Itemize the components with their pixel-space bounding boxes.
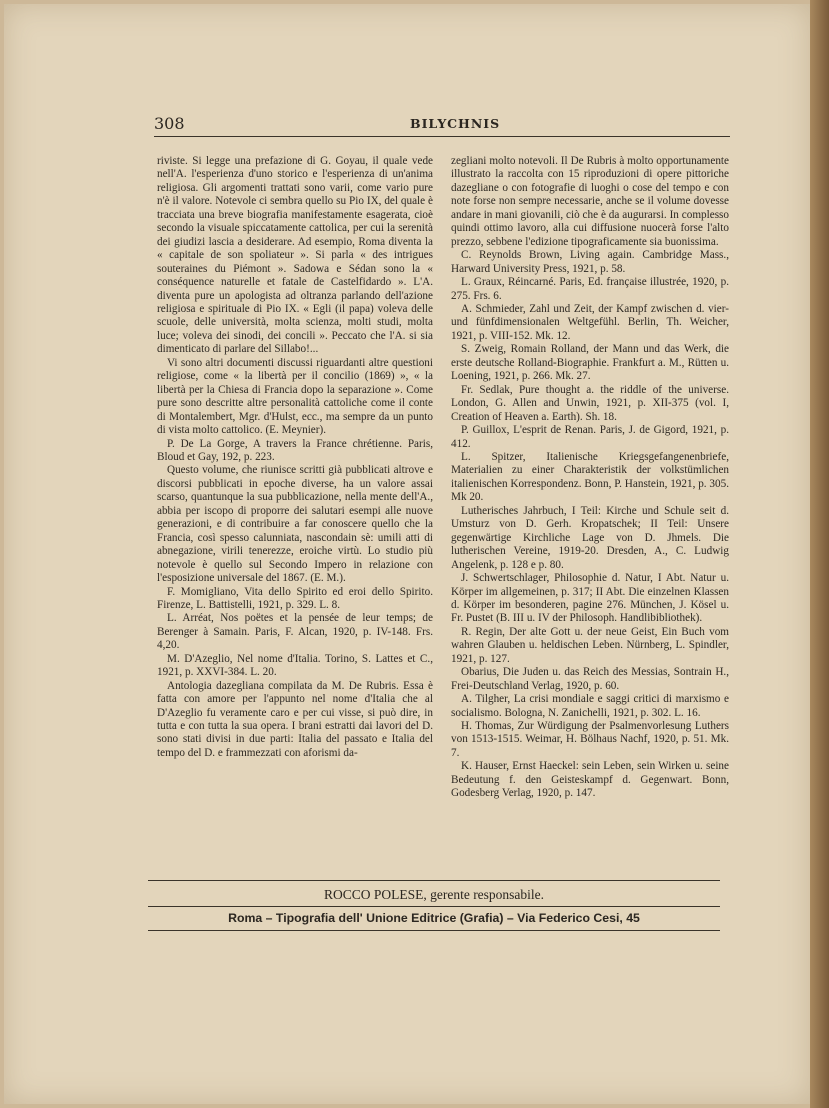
footer-rule-middle	[148, 906, 720, 907]
paragraph: Antologia dazegliana compilata da M. De Rubris. Essa è fatta con amore per l'appunto nel nome d'Italia che al D'Azeglio fu veramente caro e per cui visse, si può dire, in tutta e con tutta la sua opera. I brani estratti dai lavori del D. sono stati divisi in due parti: Italia del passato e Italia del tempo del D. e frammezzati con aforismi da-	[157, 679, 433, 759]
bibliography-entry: S. Zweig, Romain Rolland, der Mann und das Werk, die erste deutsche Rolland-Biographie. Frankfurt a. M., Rütten u. Loening, 1921, p. 266. Mk. 27.	[451, 343, 729, 383]
bibliography-entry: Lutherisches Jahrbuch, I Teil: Kirche und Schule seit d. Umsturz von D. Gerh. Kropatschek; II Teil: Unsere gegenwärtige Kirchliche Lage von D. Jhmels. Die lutherischen Vereine, 1919-20. Dresden, A., C. Ludwig Angelenk, p. 128 e p. 80.	[451, 504, 729, 571]
bibliography-entry: P. De La Gorge, A travers la France chrétienne. Paris, Bloud et Gay, 192, p. 223.	[157, 437, 433, 463]
paragraph: riviste. Si legge una prefazione di G. Goyau, il quale vede nell'A. l'esperienza d'uno storico e l'esperienza di un'anima religiosa. Gli argomenti trattati sono varii, come vario pure n'è il valore. Notevole ci sembra quello su Pio IX, del quale è tracciata una breve biografia manifestamente esagerata, cioè secondo la visuale spiccatamente cattolica, per cui la serenità dei giudizi lascia a desiderare. Ad esempio, Roma diventa la « capitale de son spoliateur ». Si parla « des intrigues souteraines du Piémont ». Sadowa e Sédan sono la « conséquence naturelle et fatale de Castelfidardo ». L'A. diventa pure un apologista ad oltranza parlando dell'azione religiosa e spirituale di Pio IX. « Egli (il papa) voleva delle scuole, delle università, molta scienza, molti studi, molta luce; voleva dei sinodi, dei concili ». Peccato che l'A. si sia dimenticato di parlare del Sillabo!...	[157, 155, 433, 356]
bibliography-entry: P. Guillox, L'esprit de Renan. Paris, J. de Gigord, 1921, p. 412.	[451, 424, 729, 450]
bibliography-entry: Fr. Sedlak, Pure thought a. the riddle of the universe. London, G. Allen and Unwin, 1921, p. XII-375 (vol. I, Creation of Heaven a. Earth). Sh. 18.	[451, 383, 729, 423]
header-rule	[154, 136, 730, 137]
footer-rule-bottom	[148, 930, 720, 931]
responsible-editor: ROCCO POLESE, gerente responsabile.	[323, 887, 545, 902]
page-number: 308	[154, 114, 185, 133]
paragraph: Questo volume, che riunisce scritti già pubblicati altrove e discorsi pubblicati in epoche diverse, ha un valore assai scarso, quantunque la sua pubblicazione, nella mente dell'A., abbia per iscopo di proporre dei salutari esempi alle nuove generazioni, e di contribuire a far conoscere quello che la Francia, così spesso calunniata, nascondain sè: umili atti di abnegazione, virili tenerezze, eroiche virtù. Lo studio più notevole è quello sul Secondo Impero in relazione con l'esposizione universale del 1867. (E. M.).	[157, 464, 433, 585]
bibliography-entry: R. Regin, Der alte Gott u. der neue Geist, Ein Buch vom wahren Glauben u. heldischen Leben. Nürnberg, L. Spindler, 1921, p. 127.	[451, 625, 729, 665]
bibliography-entry: L. Arréat, Nos poëtes et la pensée de leur temps; de Berenger à Samain. Paris, F. Alcan, 1920, p. IV-148. Frs. 4,20.	[157, 612, 433, 652]
bibliography-entry: A. Tilgher, La crisi mondiale e saggi critici di marxismo e socialismo. Bologna, N. Zanichelli, 1921, p. 302. L. 16.	[451, 693, 729, 719]
paragraph: zegliani molto notevoli. Il De Rubris à molto opportunamente illustrato la raccolta con 15 riproduzioni di opere pittoriche dazegliane o con fotografie di luoghi o cose del tempo e con note forse non sempre necessarie, anche se il volume dovesse andare in mani giovanili, ciò che è da augurarsi. In complesso quindi ottimo lavoro, alla cui diffusione nuocerà forse l'alto prezzo, sebbene l'edizione tipograficamente sia buonissima.	[451, 155, 729, 248]
bibliography-entry: L. Graux, Réincarné. Paris, Ed. française illustrée, 1920, p. 275. Frs. 6.	[451, 276, 729, 302]
bibliography-entry: L. Spitzer, Italienische Kriegsgefangenenbriefe, Materialien zu einer Charakteristik der volkstümlichen italienischen Korrespondenz. Bonn, P. Hanstein, 1921, p. 305. Mk 20.	[451, 450, 729, 504]
bibliography-entry: A. Schmieder, Zahl und Zeit, der Kampf zwischen d. vier-und fünfdimensionalen Weltgefühl. Berlin, Th. Weicher, 1921, p. VIII-152. Mk. 12.	[451, 302, 729, 342]
footer-rule-top	[148, 880, 720, 881]
bibliography-entry: F. Momigliano, Vita dello Spirito ed eroi dello Spirito. Firenze, L. Battistelli, 1921, p. 329. L. 8.	[157, 585, 433, 611]
left-column	[157, 155, 433, 760]
bibliography-entry: M. D'Azeglio, Nel nome d'Italia. Torino, S. Lattes et C., 1921, p. XXVI-384. L. 20.	[157, 652, 433, 679]
bibliography-entry: Obarius, Die Juden u. das Reich des Messias, Sontrain H., Frei-Deutschland Verlag, 1920, p. 60.	[451, 666, 729, 692]
bibliography-entry: K. Hauser, Ernst Haeckel: sein Leben, sein Wirken u. seine Bedeutung f. den Geisteskampf d. Gegenwart. Bonn, Godesberg Verlag, 1920, p. 147.	[451, 760, 729, 800]
printer-imprint: Roma – Tipografia dell' Unione Editrice (Grafia) – Via Federico Cesi, 45	[228, 911, 640, 925]
bibliography-entry: J. Schwertschlager, Philosophie d. Natur, I Abt. Natur u. Körper im allgemeinen, p. 317; II Abt. Die einzelnen Klassen d. Körper im besonderen, pagine 276. München, J. Kösel u. Fr. Pustet (B. III u. IV der Philosoph. Handlibibliothek).	[451, 572, 729, 625]
bibliography-entry: C. Reynolds Brown, Living again. Cambridge Mass., Harward University Press, 1921, p. 58.	[451, 249, 729, 275]
bibliography-entry: H. Thomas, Zur Würdigung der Psalmenvorlesung Luthers von 1513-1515. Weimar, H. Bölhaus Nachf, 1920, p. 51. Mk. 7.	[451, 720, 729, 759]
book-spine	[810, 0, 829, 1108]
running-title: BILYCHNIS	[410, 116, 501, 131]
right-column	[451, 155, 729, 801]
paragraph: Vi sono altri documenti discussi riguardanti altre questioni religiose, come « la libertà per il concilio (1869) », « la libertà per la Chiesa di Francia dopo la separazione ». Come pure sono descritte altre personalità cattoliche come il conte di Montalembert, Mgr. d'Hulst, ecc., ma sempre da un punto di vista molto cattolico. (E. Meynier).	[157, 356, 433, 437]
